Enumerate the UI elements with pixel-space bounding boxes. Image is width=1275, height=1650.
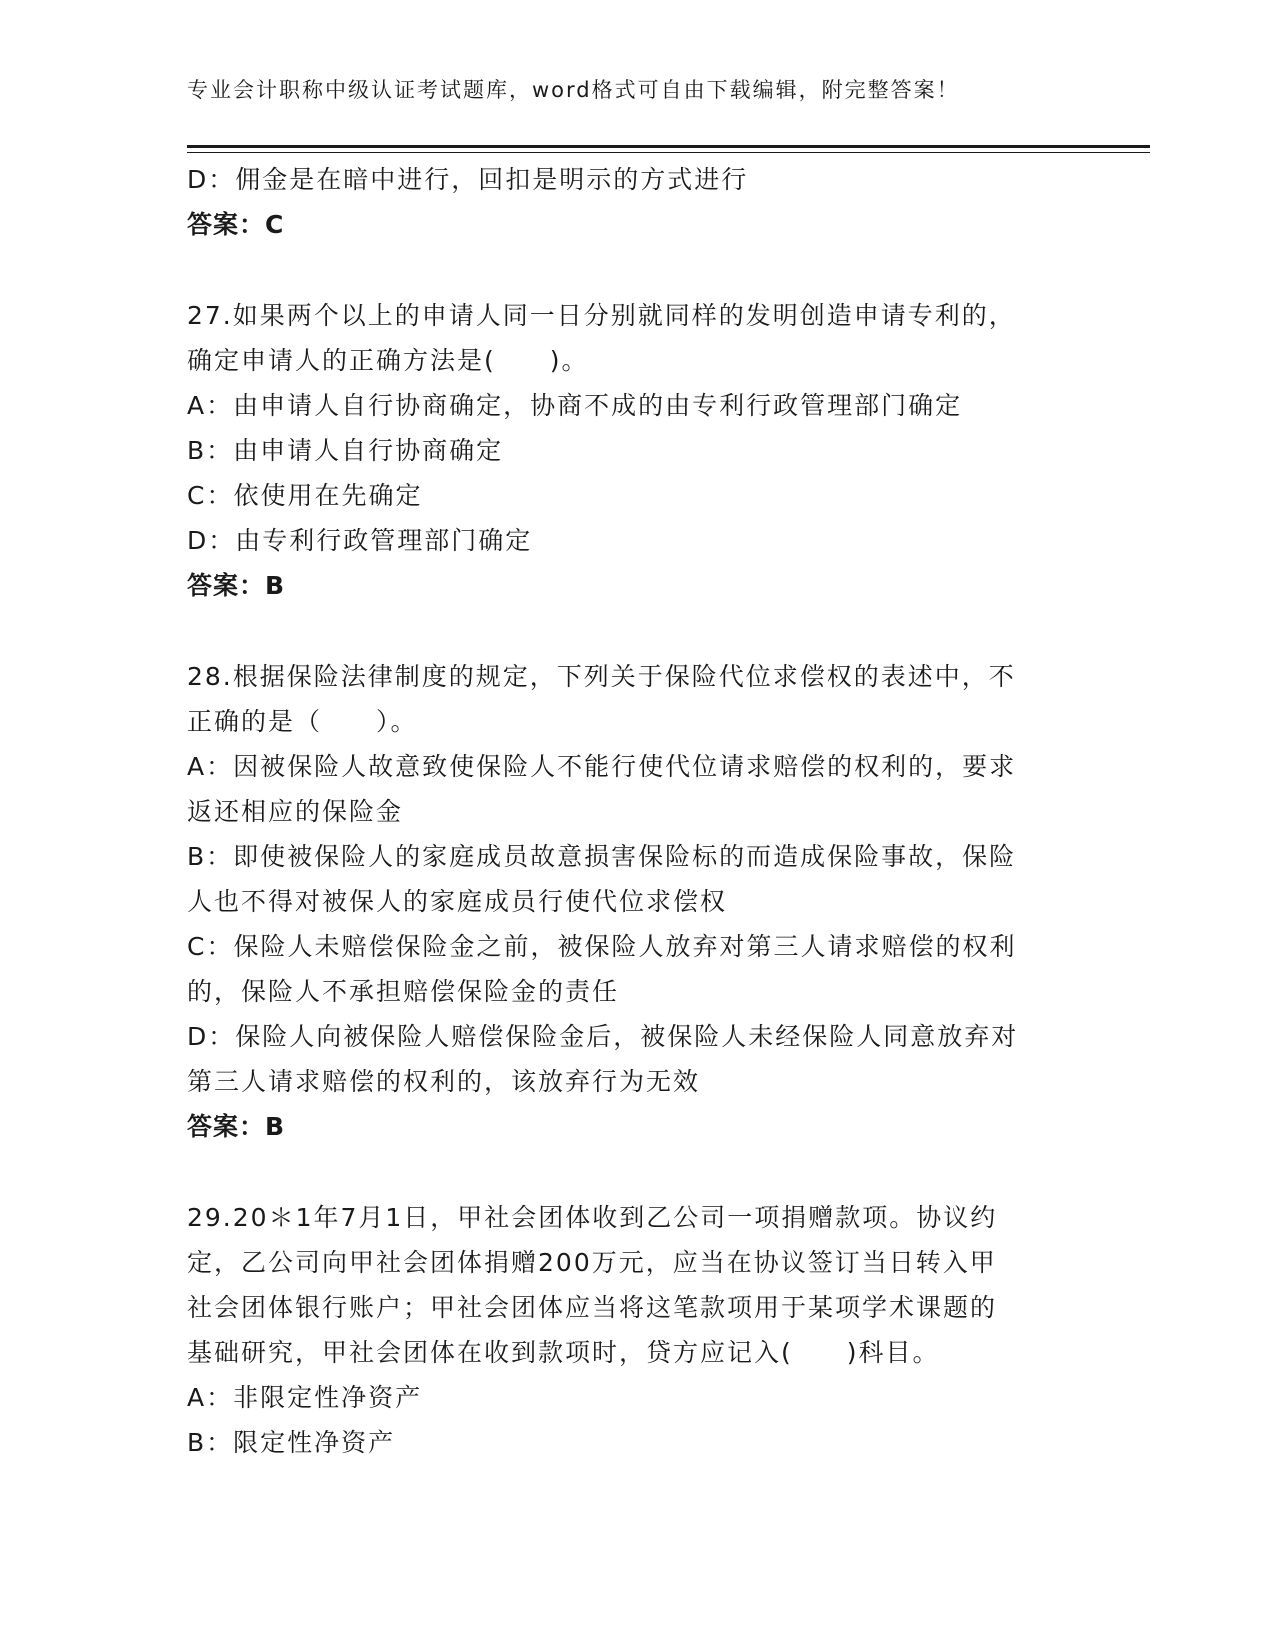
q29-stem-line3: 社会团体银行账户；甲社会团体应当将这笔款项用于某项学术课题的 bbox=[187, 1293, 998, 1322]
q28-option-c-line1: C：保险人未赔偿保险金之前，被保险人放弃对第三人请求赔偿的权利 bbox=[187, 932, 1017, 961]
q27-option-d: D：由专利行政管理部门确定 bbox=[187, 526, 533, 555]
spacer bbox=[187, 608, 1087, 654]
q29-stem-line2: 定，乙公司向甲社会团体捐赠200万元，应当在协议签订当日转入甲 bbox=[187, 1248, 997, 1277]
q28-option-b-line2: 人也不得对被保人的家庭成员行使代位求偿权 bbox=[187, 887, 728, 916]
spacer bbox=[187, 247, 1087, 293]
q28-option-c-line2: 的，保险人不承担赔偿保险金的责任 bbox=[187, 977, 620, 1006]
q28-answer: 答案：B bbox=[187, 1112, 286, 1141]
q27-option-a: A：由申请人自行协商确定，协商不成的由专利行政管理部门确定 bbox=[187, 391, 963, 420]
header-divider-thick bbox=[187, 145, 1150, 148]
q27-stem-line2: 确定申请人的正确方法是( )。 bbox=[187, 346, 589, 375]
q28-stem-line2: 正确的是（ ）。 bbox=[187, 707, 418, 736]
header-divider-thin bbox=[187, 152, 1150, 153]
q29-stem-line4: 基础研究，甲社会团体在收到款项时，贷方应记入( )科目。 bbox=[187, 1338, 940, 1367]
q29-stem-line1: 29.20＊1年7月1日，甲社会团体收到乙公司一项捐赠款项。协议约 bbox=[187, 1203, 998, 1232]
q28-option-d-line2: 第三人请求赔偿的权利的，该放弃行为无效 bbox=[187, 1067, 701, 1096]
q27-answer: 答案：B bbox=[187, 571, 286, 600]
q28-stem-line1: 28.根据保险法律制度的规定，下列关于保险代位求偿权的表述中，不 bbox=[187, 662, 1016, 691]
q29-option-b: B：限定性净资产 bbox=[187, 1428, 396, 1457]
q28-option-a-line2: 返还相应的保险金 bbox=[187, 797, 404, 826]
question-content bbox=[187, 157, 1087, 1465]
q27-option-b: B：由申请人自行协商确定 bbox=[187, 436, 504, 465]
q29-option-a: A：非限定性净资产 bbox=[187, 1383, 423, 1412]
spacer bbox=[187, 1149, 1087, 1195]
q27-option-c: C：依使用在先确定 bbox=[187, 481, 423, 510]
q28-option-b-line1: B：即使被保险人的家庭成员故意损害保险标的而造成保险事故，保险 bbox=[187, 842, 1017, 871]
prev-option-d: D：佣金是在暗中进行，回扣是明示的方式进行 bbox=[187, 165, 749, 194]
q28-option-d-line1: D：保险人向被保险人赔偿保险金后，被保险人未经保险人同意放弃对 bbox=[187, 1022, 1019, 1051]
q28-option-a-line1: A：因被保险人故意致使保险人不能行使代位请求赔偿的权利的，要求 bbox=[187, 752, 1017, 781]
page-header: 专业会计职称中级认证考试题库，word格式可自由下载编辑，附完整答案！ bbox=[187, 78, 960, 102]
prev-answer: 答案：C bbox=[187, 210, 285, 239]
q27-stem-line1: 27.如果两个以上的申请人同一日分别就同样的发明创造申请专利的， bbox=[187, 301, 1016, 330]
